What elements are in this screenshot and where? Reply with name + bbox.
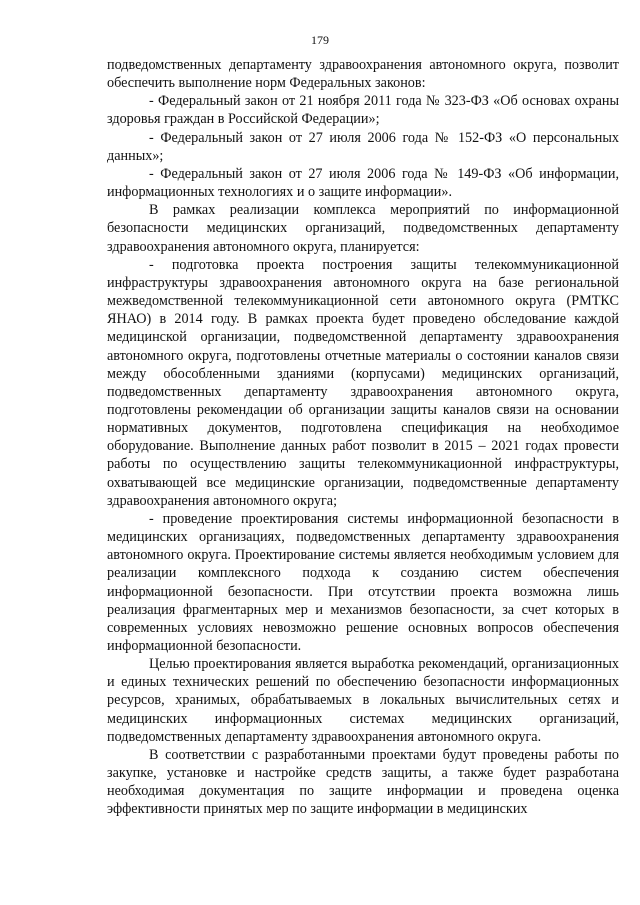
page-number: 179 — [311, 33, 329, 47]
list-item: - Федеральный закон от 27 июля 2006 года № 152-ФЗ «О персональных данных»; — [107, 129, 619, 164]
list-item: - проведение проектирования системы информационной безопасности в медицинских организациях, подведомственных департаменту здравоохранения автономного округа. Проектирование системы является необходимым условием для реализации комплексного подхода к созданию систем обеспечения информационной безопасности. При отсутствии проекта возможна лишь реализация фрагментарных мер и механизмов безопасности, за счет которых в современных условиях невозможно решение основных вопросов обеспечения информационной безопасности. — [107, 510, 619, 654]
paragraph: подведомственных департаменту здравоохранения автономного округа, позволит обеспечить выполнение норм Федеральных законов: — [107, 57, 619, 92]
body-text — [107, 56, 619, 819]
paragraph: Целью проектирования является выработка рекомендаций, организационных и единых технических решений по обеспечению безопасности информационных ресурсов, хранимых, обрабатываемых в локальных вычислительных сетях и медицинских информационных системах медицинских организаций, подведомственных департаменту здравоохранения автономного округа. — [107, 656, 619, 745]
list-item: - подготовка проекта построения защиты телекоммуникационной инфраструктуры здравоохранения автономного округа на базе региональной межведомственной телекоммуникационной сети автономного округа (РМТКС ЯНАО) в 2014 году. В рамках проекта будет проведено обследование каждой медицинской организации, подведомственной департаменту здравоохранения автономного округа, подготовлены отчетные материалы о состоянии каналов связи между обособленными зданиями (корпусами) медицинских организаций, подведомственных департаменту здравоохранения автономного округа, подготовлены рекомендации об организации защиты каналов связи на основании нормативных документов, подготовлена спецификация на необходимое оборудование. Выполнение данных работ позволит в 2015 – 2021 годах провести работы по осуществлению защиты телекоммуникационной инфраструктуры, охватывающей все медицинские организации, подведомственные департаменту здравоохранения автономного округа; — [107, 256, 619, 509]
paragraph: В соответствии с разработанными проектами будут проведены работы по закупке, установке и настройке средств защиты, а также будет разработана необходимая документация по защите информации и проведена оценка эффективности принятых мер по защите информации в медицинских — [107, 746, 619, 818]
list-item: - Федеральный закон от 27 июля 2006 года № 149-ФЗ «Об информации, информационных технологиях и о защите информации». — [107, 165, 619, 201]
paragraph: В рамках реализации комплекса мероприятий по информационной безопасности медицинских организаций, подведомственных департаменту здравоохранения автономного округа, планируется: — [107, 202, 619, 255]
list-item: - Федеральный закон от 21 ноября 2011 года № 323-ФЗ «Об основах охраны здоровья граждан в Российской Федерации»; — [107, 93, 619, 128]
